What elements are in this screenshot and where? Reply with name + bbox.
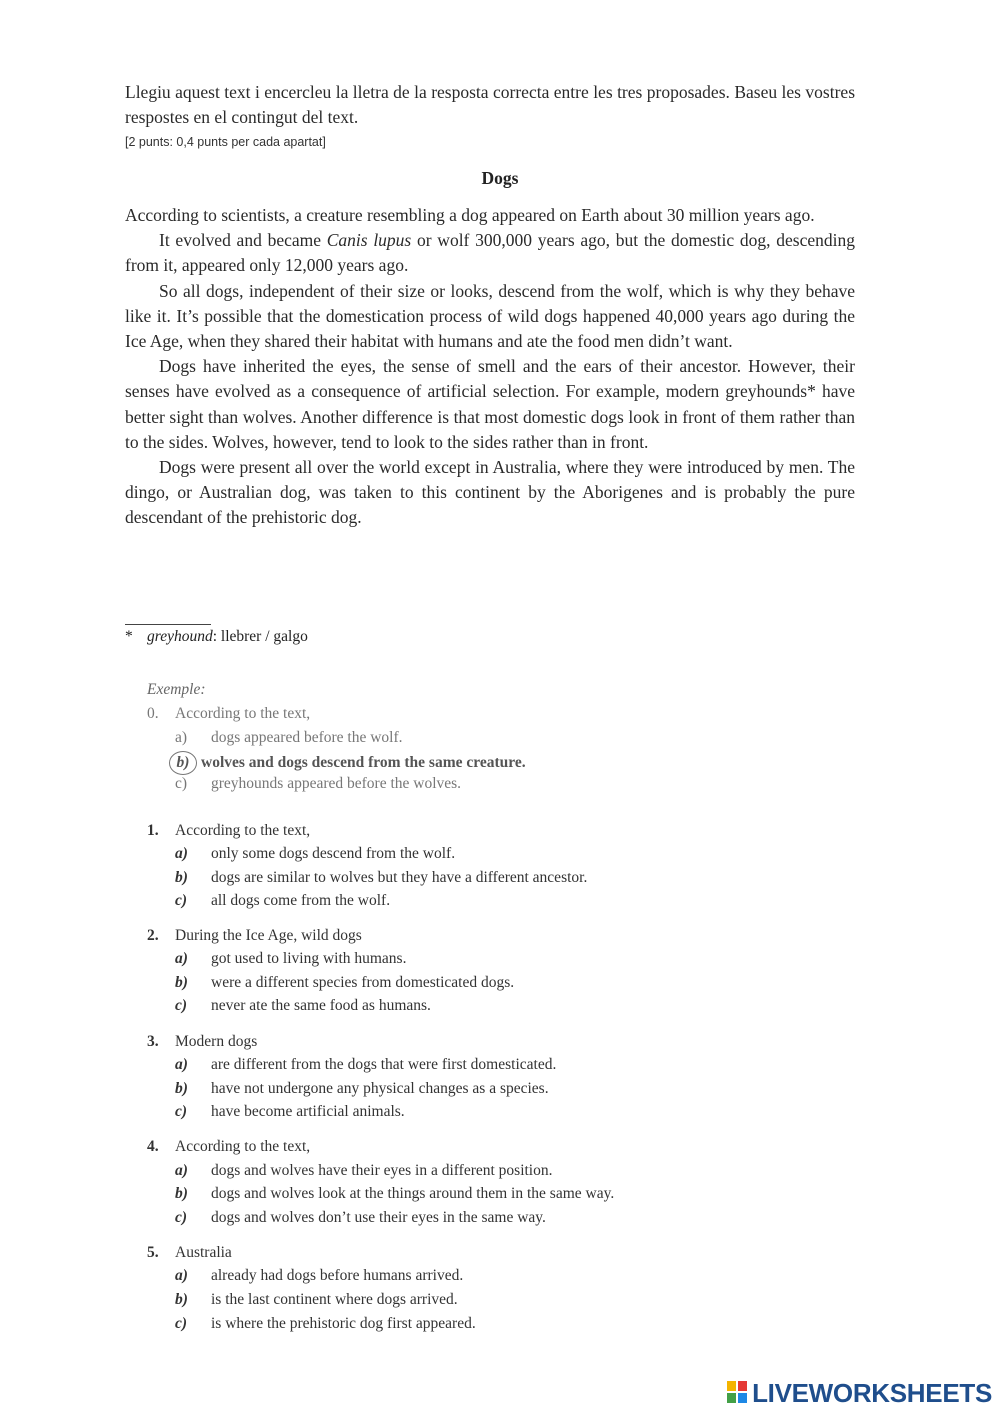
question-4-option-a[interactable]: a) dogs and wolves have their eyes in a different position. — [175, 1162, 553, 1179]
question-2-option-c[interactable]: c) never ate the same food as humans. — [175, 997, 431, 1014]
article-paragraph-4: Dogs have inherited the eyes, the sense of smell and the ears of their ancestor. However, their senses have evolved as a consequence of artificial selection. For example, modern greyhounds* have better sight than wolves. Another difference is that most domestic dogs look in front of them rather than to the sides. Wolves, however, tend to look to the sides rather than in front. — [125, 356, 855, 452]
article-paragraph-2: It evolved and became Canis lupus or wolf 300,000 years ago, but the domestic dog, descending from it, appeared only 12,000 years ago. — [125, 230, 855, 276]
question-stem: 0. According to the text, — [147, 705, 311, 722]
article-paragraph-3: So all dogs, independent of their size or looks, descend from the wolf, which is why they behave like it. It’s possible that the domestication process of wild dogs happened 40,000 years ago during the Ice Age, when they shared their habitat with humans and ate the food men didn’t want. — [125, 280, 855, 352]
question-2-option-a[interactable]: a) got used to living with humans. — [175, 950, 407, 967]
logo-icon — [727, 1381, 749, 1405]
example-option-a[interactable]: a) dogs appeared before the wolf. — [175, 729, 403, 746]
question-3-option-c[interactable]: c) have become artificial animals. — [175, 1103, 405, 1120]
logo-text: LIVEWORKSHEETS — [752, 1377, 992, 1408]
logo-square-4 — [738, 1393, 747, 1403]
footnote-term: greyhound — [147, 628, 213, 645]
footnote — [125, 628, 308, 646]
article-title: Dogs — [481, 168, 519, 188]
logo-square-3 — [727, 1393, 736, 1403]
logo-square-2 — [738, 1381, 747, 1391]
article-body — [125, 203, 855, 531]
question-3-option-a[interactable]: a) are different from the dogs that were first domesticated. — [175, 1056, 557, 1073]
question-2-option-b[interactable]: b) were a different species from domesticated dogs. — [175, 974, 515, 991]
question-stem: 3. Modern dogs — [147, 1033, 258, 1050]
question-1-option-a[interactable]: a) only some dogs descend from the wolf. — [175, 845, 456, 862]
question-stem: 1. According to the text, — [147, 822, 311, 839]
footnote-definition: : llebrer / galgo — [212, 628, 308, 645]
question-5-option-a[interactable]: a) already had dogs before humans arrived. — [175, 1267, 464, 1284]
points-note: [2 punts: 0,4 punts per cada apartat] — [125, 135, 326, 149]
question-stem: 5. Australia — [147, 1244, 232, 1261]
question-stem: 2. During the Ice Age, wild dogs — [147, 927, 362, 944]
article-paragraph-5: Dogs were present all over the world except in Australia, where they were introduced by men. The dingo, or Australian dog, was taken to this continent by the Aborigenes and is probably the pure descendant of the prehistoric dog. — [125, 457, 855, 528]
question-1-option-b[interactable]: b) dogs are similar to wolves but they have a different ancestor. — [175, 869, 588, 886]
article-paragraph-1: According to scientists, a creature resembling a dog appeared on Earth about 30 million years ago. — [125, 205, 815, 225]
question-5-option-c[interactable]: c) is where the prehistoric dog first appeared. — [175, 1315, 476, 1332]
question-4-option-b[interactable]: b) dogs and wolves look at the things around them in the same way. — [175, 1185, 615, 1202]
answer-circle: b) — [169, 751, 197, 775]
question-1-option-c[interactable]: c) all dogs come from the wolf. — [175, 892, 391, 909]
logo-square-1 — [727, 1381, 736, 1391]
liveworksheets-logo — [727, 1378, 992, 1408]
example-option-b-circled[interactable]: b) wolves and dogs descend from the same creature. — [175, 751, 526, 775]
question-5-option-b[interactable]: b) is the last continent where dogs arrived. — [175, 1291, 458, 1308]
instructions-text: Llegiu aquest text i encercleu la lletra de la resposta correcta entre les tres proposades. Baseu les vostres respostes en el contingut del text. — [125, 82, 855, 127]
question-3-option-b[interactable]: b) have not undergone any physical changes as a species. — [175, 1080, 549, 1097]
example-option-c[interactable]: c) greyhounds appeared before the wolves. — [175, 775, 462, 792]
footnote-marker: * — [125, 628, 133, 645]
question-stem: 4. According to the text, — [147, 1138, 311, 1155]
footnote-divider — [125, 624, 211, 625]
example-label: Exemple: — [147, 681, 206, 698]
question-4-option-c[interactable]: c) dogs and wolves don’t use their eyes in the same way. — [175, 1209, 546, 1226]
